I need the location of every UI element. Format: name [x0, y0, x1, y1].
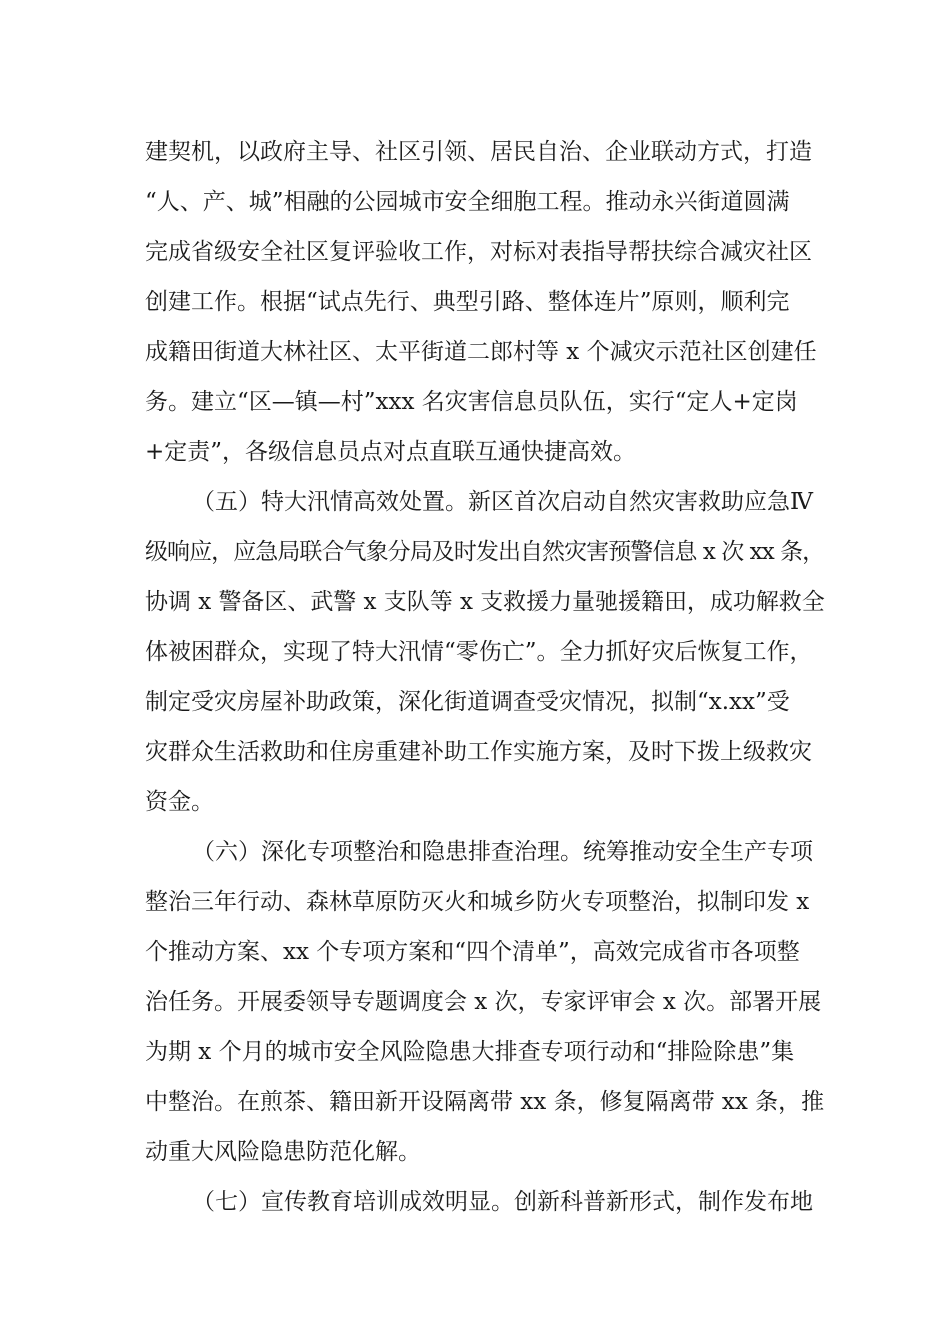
text-line: 协调 x 警备区、武警 x 支队等 x 支救援力量驰援籍田，成功解救全: [145, 589, 825, 615]
paragraph-heading-5: （五）特大汛情高效处置。新区首次启动自然灾害救助应急Ⅳ: [192, 489, 813, 515]
text-line: 整治三年行动、森林草原防灭火和城乡防火专项整治，拟制印发 x: [145, 889, 810, 915]
text-line: “人、产、城”相融的公园城市安全细胞工程。推动永兴街道圆满: [145, 189, 790, 215]
text-line: 成籍田街道大林社区、太平街道二郎村等 x 个减灾示范社区创建任: [145, 339, 817, 365]
text-line: 务。建立“区—镇—村”xxx 名灾害信息员队伍，实行“定人+定岗: [145, 389, 798, 415]
text-line: 资金。: [145, 789, 214, 815]
text-line: 完成省级安全社区复评验收工作，对标对表指导帮扶综合减灾社区: [145, 239, 812, 265]
text-line: 动重大风险隐患防范化解。: [145, 1139, 421, 1165]
text-line: 创建工作。根据“试点先行、典型引路、整体连片”原则，顺利完: [145, 289, 790, 315]
text-line: 治任务。开展委领导专题调度会 x 次，专家评审会 x 次。部署开展: [145, 989, 822, 1015]
text-line: 中整治。在煎茶、籍田新开设隔离带 xx 条，修复隔离带 xx 条，推: [145, 1089, 825, 1115]
text-line: 制定受灾房屋补助政策，深化街道调查受灾情况，拟制“x.xx”受: [145, 689, 790, 715]
paragraph-heading-7: （七）宣传教育培训成效明显。创新科普新形式，制作发布地: [192, 1189, 813, 1215]
text-line: 级响应，应急局联合气象分局及时发出自然灾害预警信息 x 次 xx 条，: [145, 539, 825, 565]
text-line: 为期 x 个月的城市安全风险隐患大排查专项行动和“排险除患”集: [145, 1039, 795, 1065]
text-line: 建契机，以政府主导、社区引领、居民自治、企业联动方式，打造: [145, 139, 812, 165]
text-line: +定责”，各级信息员点对点直联互通快捷高效。: [145, 439, 637, 465]
paragraph-heading-6: （六）深化专项整治和隐患排查治理。统筹推动安全生产专项: [192, 839, 813, 865]
text-line: 个推动方案、xx 个专项方案和“四个清单”，高效完成省市各项整: [145, 939, 800, 965]
text-line: 体被困群众，实现了特大汛情“零伤亡”。全力抓好灾后恢复工作，: [145, 639, 813, 665]
text-line: 灾群众生活救助和住房重建补助工作实施方案，及时下拨上级救灾: [145, 739, 812, 765]
